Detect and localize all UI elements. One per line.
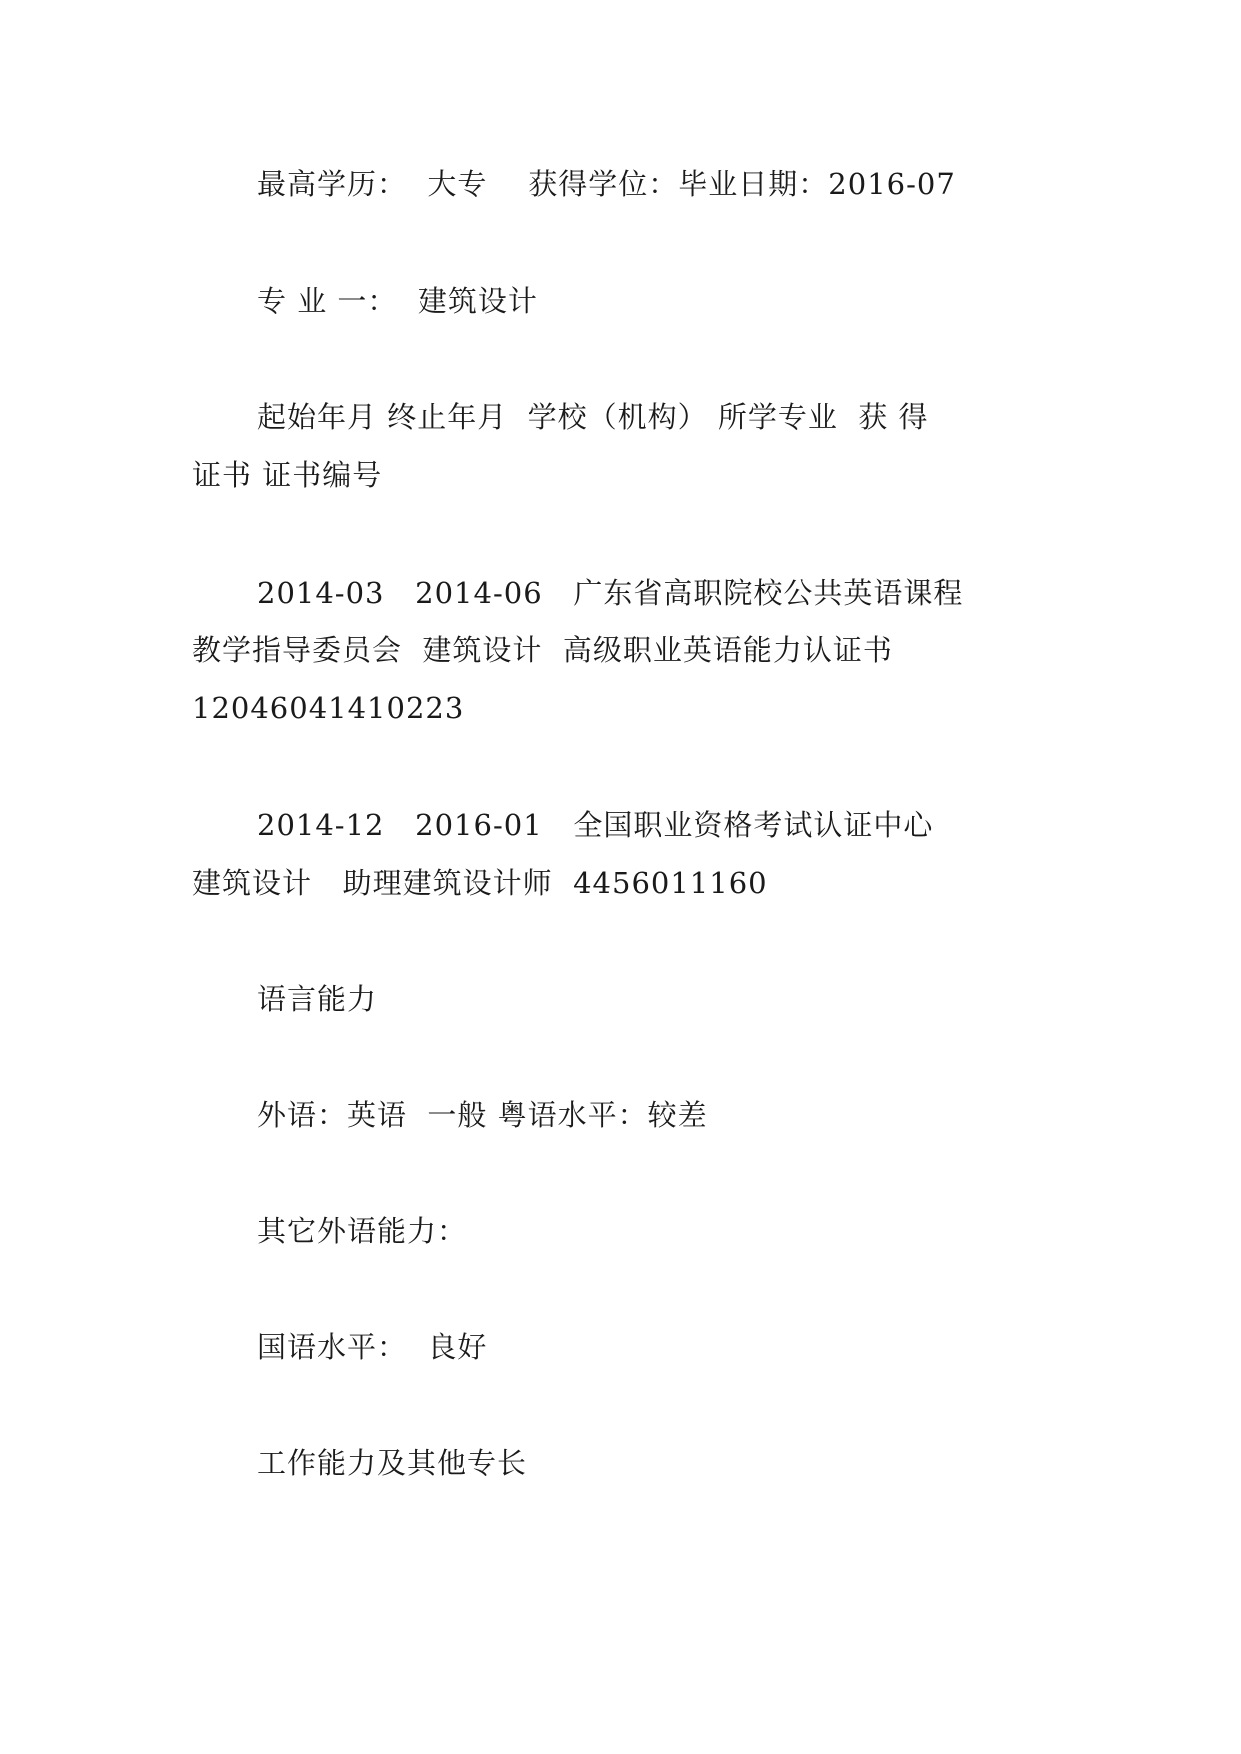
cert-2-line-1: 2014-12 2016-01 全国职业资格考试认证中心: [257, 808, 934, 842]
cert-1-line-3: 12046041410223: [192, 691, 465, 725]
cert-2-line-2: 建筑设计 助理建筑设计师 4456011160: [192, 866, 768, 900]
mandarin-line: 国语水平： 良好: [257, 1330, 488, 1364]
education-line: 最高学历： 大专 获得学位：毕业日期：2016-07: [257, 167, 956, 201]
cert-1-line-2: 教学指导委员会 建筑设计 高级职业英语能力认证书: [192, 633, 893, 667]
cert-header-line-2: 证书 证书编号: [192, 458, 383, 492]
foreign-language-line: 外语：英语 一般 粤语水平：较差: [257, 1098, 708, 1132]
other-languages-line: 其它外语能力：: [257, 1214, 468, 1248]
language-heading: 语言能力: [257, 982, 378, 1016]
cert-1-line-1: 2014-03 2014-06 广东省高职院校公共英语课程: [257, 576, 964, 610]
cert-header-line-1: 起始年月 终止年月 学校（机构） 所学专业 获 得: [257, 400, 929, 434]
skills-heading: 工作能力及其他专长: [257, 1446, 528, 1480]
major-line: 专 业 一： 建筑设计: [257, 284, 538, 318]
